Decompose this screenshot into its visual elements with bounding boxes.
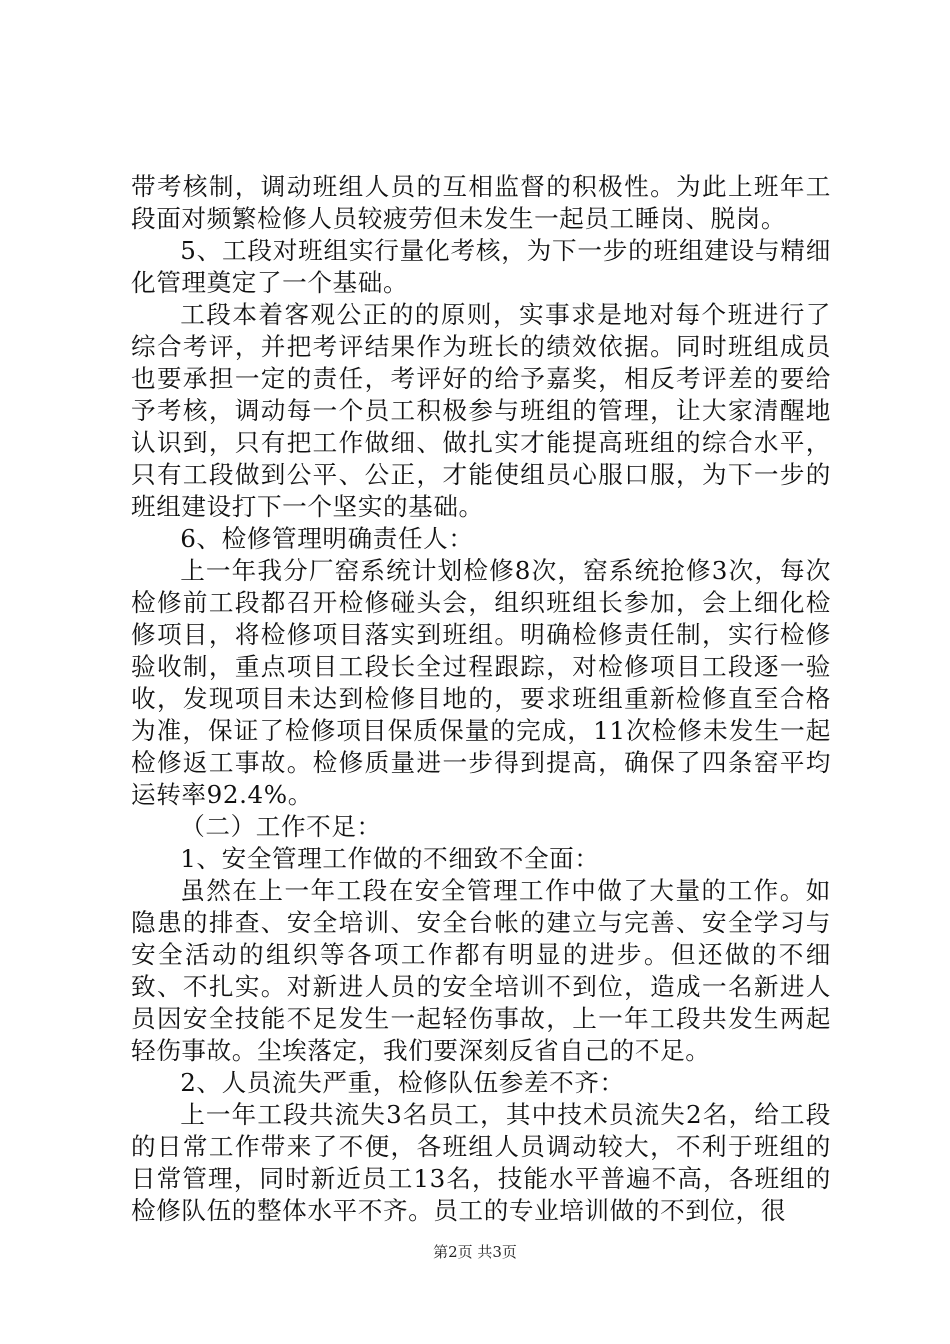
paragraph-3: 工段本着客观公正的的原则，实事求是地对每个班进行了综合考评，并把考评结果作为班长的绩效依据。同时班组成员也要承担一定的责任，考评好的给予嘉奖，相反考评差的要给予考核，调动每一个员工积极参与班组的管理，让大家清醒地认识到，只有把工作做细、做扎实才能提高班组的综合水平，只有工段做到公平、公正，才能使组员心服口服，为下一步的班组建设打下一个坚实的基础。 [131,300,831,521]
paragraph-2: 5、工段对班组实行量化考核，为下一步的班组建设与精细化管理奠定了一个基础。 [131,236,831,297]
paragraph-6: （二）工作不足： [180,812,382,841]
paragraph-1: 带考核制，调动班组人员的互相监督的积极性。为此上班年工段面对频繁检修人员较疲劳但未发生一起员工睡岗、脱岗。 [131,172,831,233]
paragraph-7: 1、安全管理工作做的不细致不全面： [180,844,600,873]
document-body [131,171,831,1227]
page-footer: 第2页 共3页 [433,1243,517,1261]
paragraph-8: 虽然在上一年工段在安全管理工作中做了大量的工作。如隐患的排查、安全培训、安全台帐的建立与完善、安全学习与安全活动的组织等各项工作都有明显的进步。但还做的不细致、不扎实。对新进人员的安全培训不到位，造成一名新进人员因安全技能不足发生一起轻伤事故，上一年工段共发生两起轻伤事故。尘埃落定，我们要深刻反省自己的不足。 [131,876,831,1065]
paragraph-4: 6、检修管理明确责任人： [180,524,474,553]
paragraph-10: 上一年工段共流失3名员工，其中技术员流失2名，给工段的日常工作带来了不便，各班组人员调动较大，不利于班组的日常管理，同时新近员工13名，技能水平普遍不高，各班组的检修队伍的整体水平不齐。员工的专业培训做的不到位，很 [131,1100,831,1225]
paragraph-5: 上一年我分厂窑系统计划检修8次，窑系统抢修3次，每次检修前工段都召开检修碰头会，组织班组长参加，会上细化检修项目，将检修项目落实到班组。明确检修责任制，实行检修验收制，重点项目工段长全过程跟踪，对检修项目工段逐一验收，发现项目未达到检修目地的，要求班组重新检修直至合格为准，保证了检修项目保质保量的完成，11次检修未发生一起检修返工事故。检修质量进一步得到提高，确保了四条窑平均运转率92.4%。 [131,556,831,809]
paragraph-9: 2、人员流失严重，检修队伍参差不齐： [180,1068,625,1097]
